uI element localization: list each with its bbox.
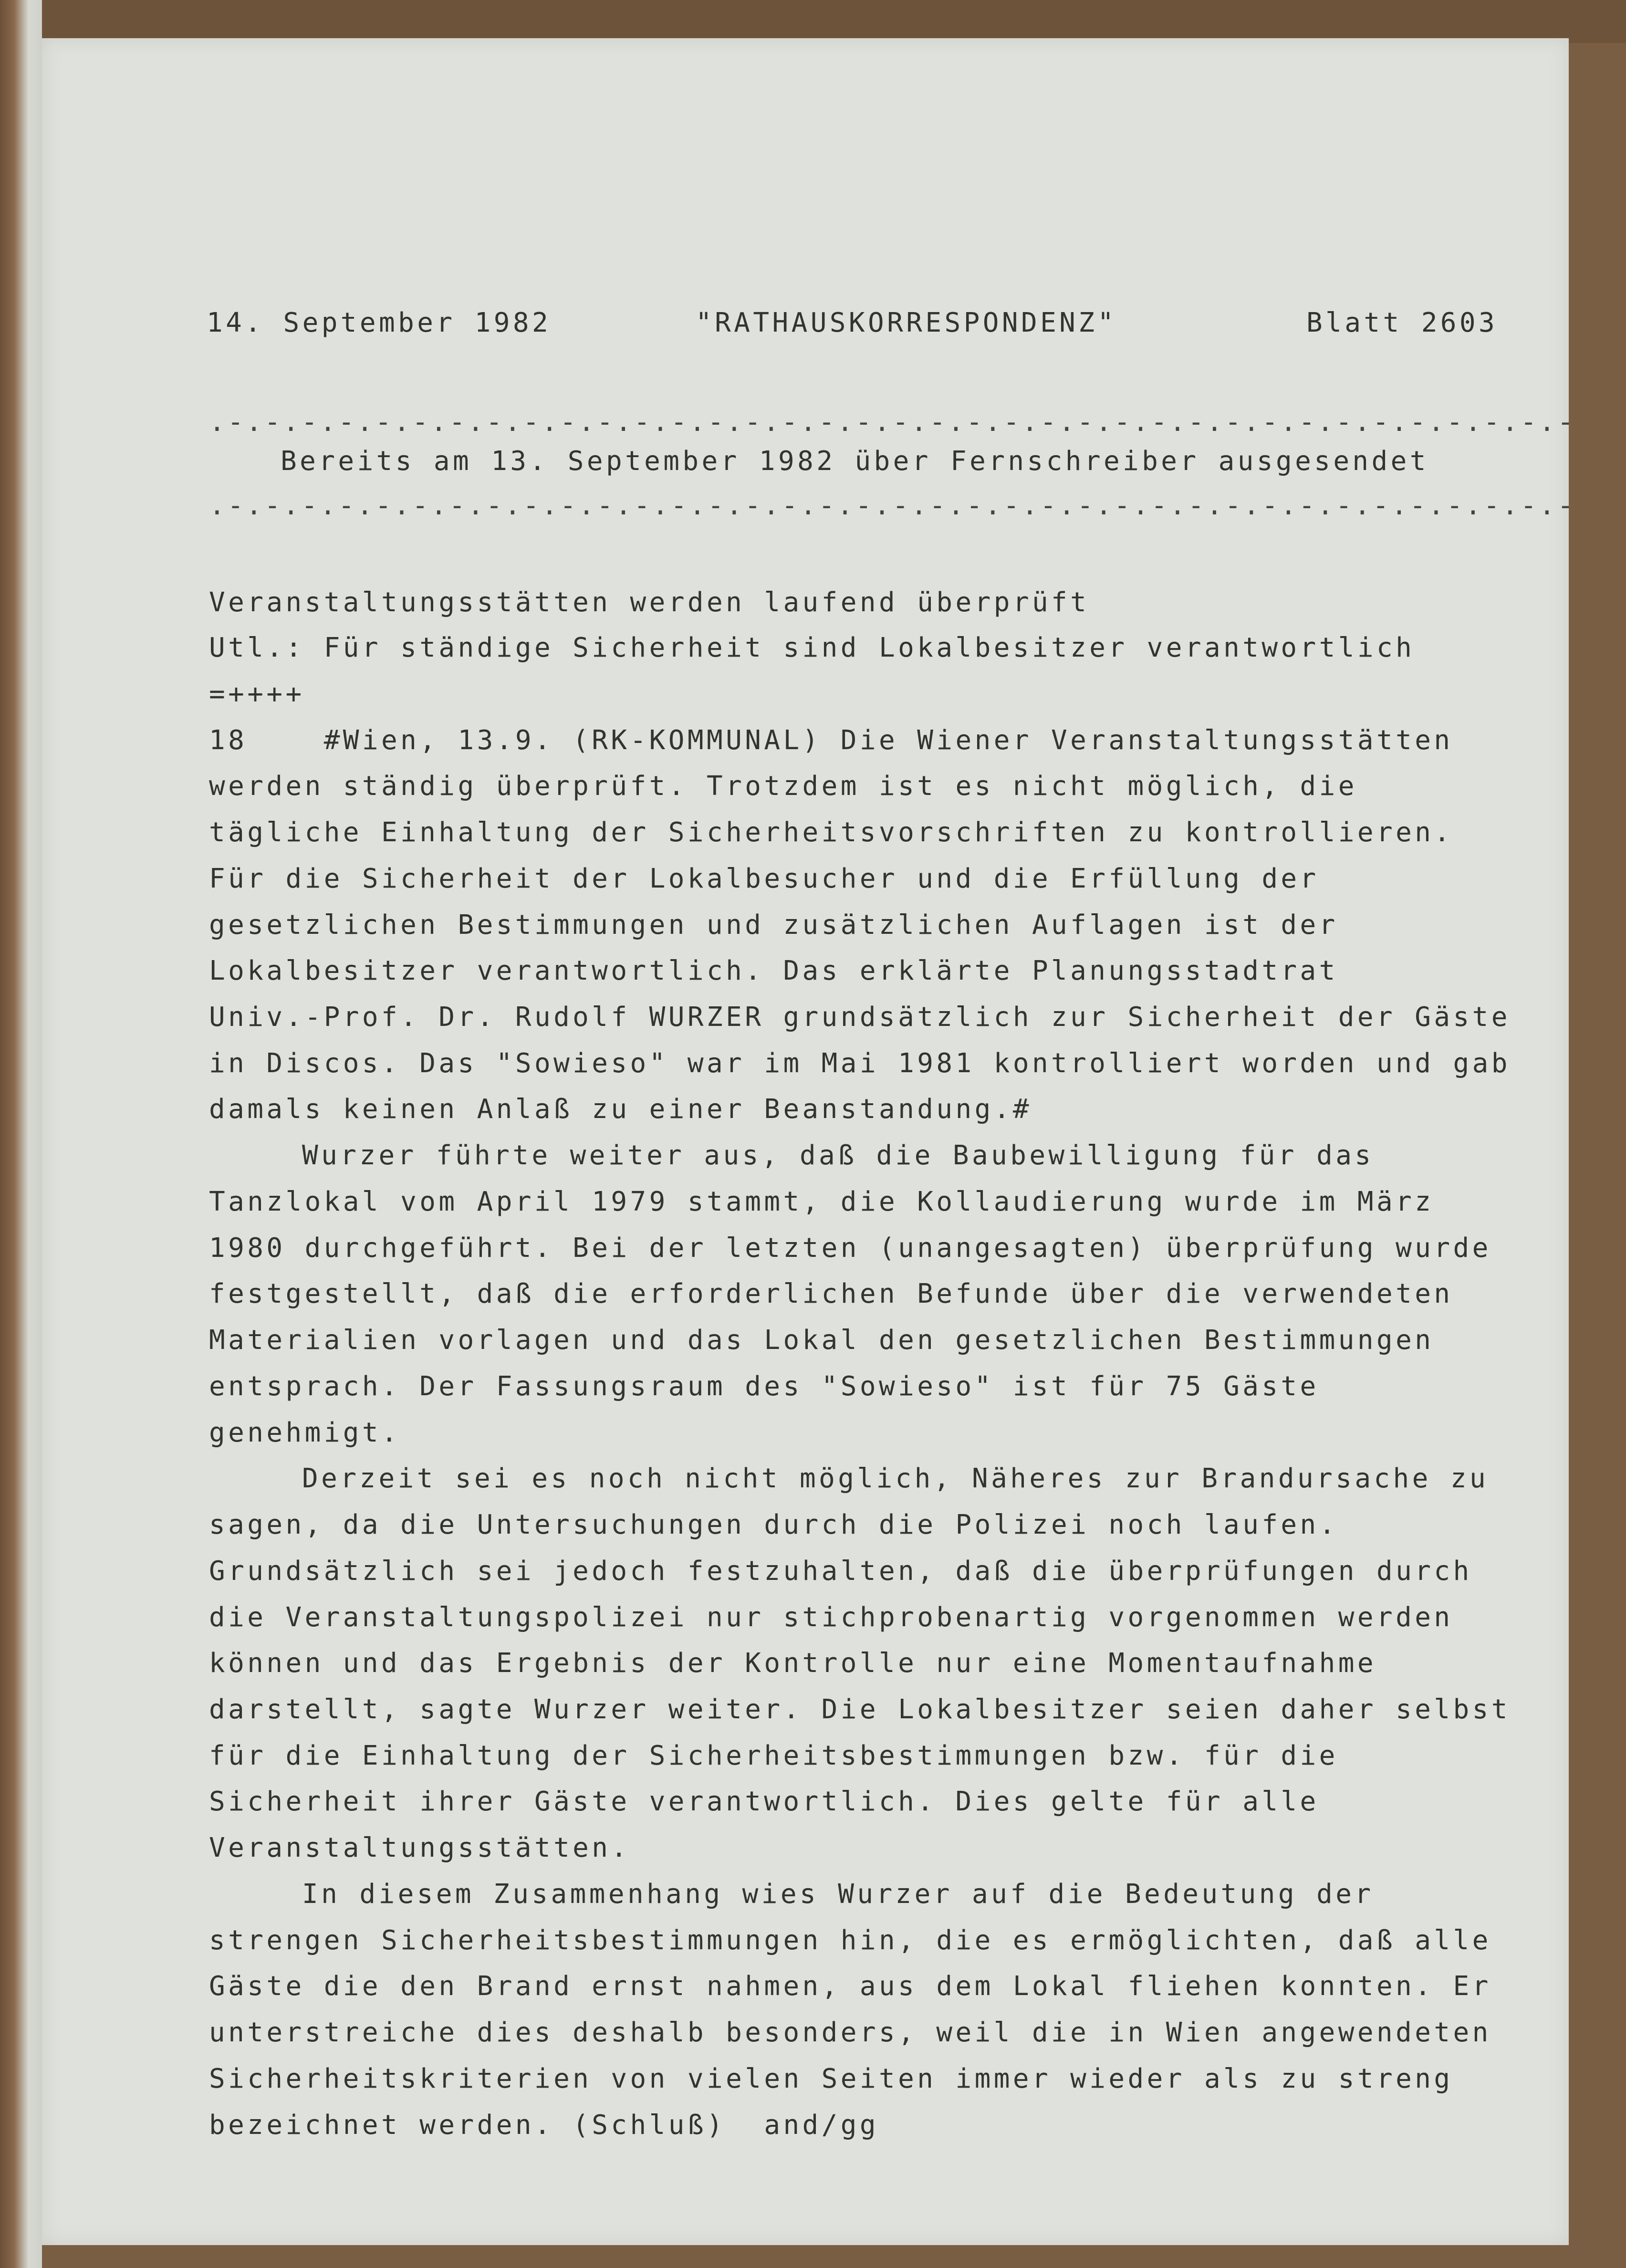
body-line: Lokalbesitzer verantwortlich. Das erklärte Planungsstadtrat: [209, 955, 1338, 986]
body-line: Grundsätzlich sei jedoch festzuhalten, daß die überprüfungen durch: [209, 1556, 1472, 1587]
body-line: die Veranstaltungspolizei nur stichprobenartig vorgenommen werden: [209, 1602, 1453, 1633]
article-subheadline: Utl.: Für ständige Sicherheit sind Lokalbesitzer verantwortlich: [209, 632, 1415, 663]
body-line: damals keinen Anlaß zu einer Beanstandung.#: [209, 1094, 1032, 1125]
body-line: bezeichnet werden. (Schluß) and/gg: [209, 2110, 879, 2141]
binder-edge: [0, 0, 42, 2268]
body-line: gesetzlichen Bestimmungen und zusätzlichen Auflagen ist der: [209, 909, 1338, 941]
body-line: festgestellt, daß die erforderlichen Befunde über die verwendeten: [209, 1278, 1453, 1309]
body-line: werden ständig überprüft. Trotzdem ist es nicht möglich, die: [209, 771, 1357, 802]
header-publication: "RATHAUSKORRESPONDENZ": [696, 307, 1117, 338]
body-line: Materialien vorlagen und das Lokal den gesetzlichen Bestimmungen: [209, 1325, 1434, 1356]
header-sheet-number: Blatt 2603: [1306, 307, 1498, 338]
body-line: genehmigt.: [209, 1417, 401, 1448]
body-line: unterstreiche dies deshalb besonders, weil die in Wien angewendeten: [209, 2017, 1491, 2048]
separator-line-bottom: .-.-.-.-.-.-.-.-.-.-.-.-.-.-.-.-.-.-.-.-.-.-.-.-.-.-.-.-.-.-.-.-.-.-.-.-.-: [209, 490, 1576, 521]
body-line: können und das Ergebnis der Kontrolle nur eine Momentaufnahme: [209, 1648, 1377, 1679]
body-line: Gäste die den Brand ernst nahmen, aus dem Lokal fliehen konnten. Er: [209, 1971, 1491, 2002]
header-date: 14. September 1982: [207, 307, 552, 338]
background-surface: [0, 0, 1626, 43]
body-line: Derzeit sei es noch nicht möglich, Näheres zur Brandursache zu: [302, 1463, 1489, 1494]
body-line: für die Einhaltung der Sicherheitsbestimmungen bzw. für die: [209, 1740, 1338, 1771]
body-line: Sicherheit ihrer Gäste verantwortlich. Dies gelte für alle: [209, 1786, 1319, 1817]
document-page: [42, 38, 1576, 2245]
body-line: strengen Sicherheitsbestimmungen hin, die es ermöglichten, daß alle: [209, 1925, 1491, 1956]
body-line: Für die Sicherheit der Lokalbesucher und die Erfüllung der: [209, 863, 1319, 894]
body-line: Sicherheitskriterien von vielen Seiten immer wieder als zu streng: [209, 2063, 1453, 2094]
body-line: Wurzer führte weiter aus, daß die Baubewilligung für das: [302, 1140, 1374, 1171]
body-line: Univ.-Prof. Dr. Rudolf WURZER grundsätzlich zur Sicherheit der Gäste: [209, 1002, 1511, 1033]
body-line: in Discos. Das "Sowieso" war im Mai 1981 kontrolliert worden und gab: [209, 1048, 1511, 1079]
body-line: darstellt, sagte Wurzer weiter. Die Lokalbesitzer seien daher selbst: [209, 1694, 1511, 1725]
body-line: tägliche Einhaltung der Sicherheitsvorschriften zu kontrollieren.: [209, 817, 1453, 848]
separator-line-top: .-.-.-.-.-.-.-.-.-.-.-.-.-.-.-.-.-.-.-.-.-.-.-.-.-.-.-.-.-.-.-.-.-.-.-.-.-: [209, 407, 1576, 438]
body-line: Veranstaltungsstätten.: [209, 1832, 630, 1863]
body-line: entsprach. Der Fassungsraum des "Sowieso" ist für 75 Gäste: [209, 1371, 1319, 1402]
body-line: 1980 durchgeführt. Bei der letzten (unangesagten) überprüfung wurde: [209, 1233, 1491, 1264]
body-line: sagen, da die Untersuchungen durch die Polizei noch laufen.: [209, 1509, 1338, 1540]
body-line: In diesem Zusammenhang wies Wurzer auf die Bedeutung der: [302, 1879, 1374, 1910]
article-headline: Veranstaltungsstätten werden laufend überprüft: [209, 587, 1090, 618]
body-line: 18 #Wien, 13.9. (RK-KOMMUNAL) Die Wiener Veranstaltungsstätten: [209, 725, 1453, 756]
article-marker: =++++: [209, 679, 305, 710]
body-line: Tanzlokal vom April 1979 stammt, die Kollaudierung wurde im März: [209, 1186, 1434, 1217]
transmission-notice: Bereits am 13. September 1982 über Fernschreiber ausgesendet: [281, 446, 1429, 477]
